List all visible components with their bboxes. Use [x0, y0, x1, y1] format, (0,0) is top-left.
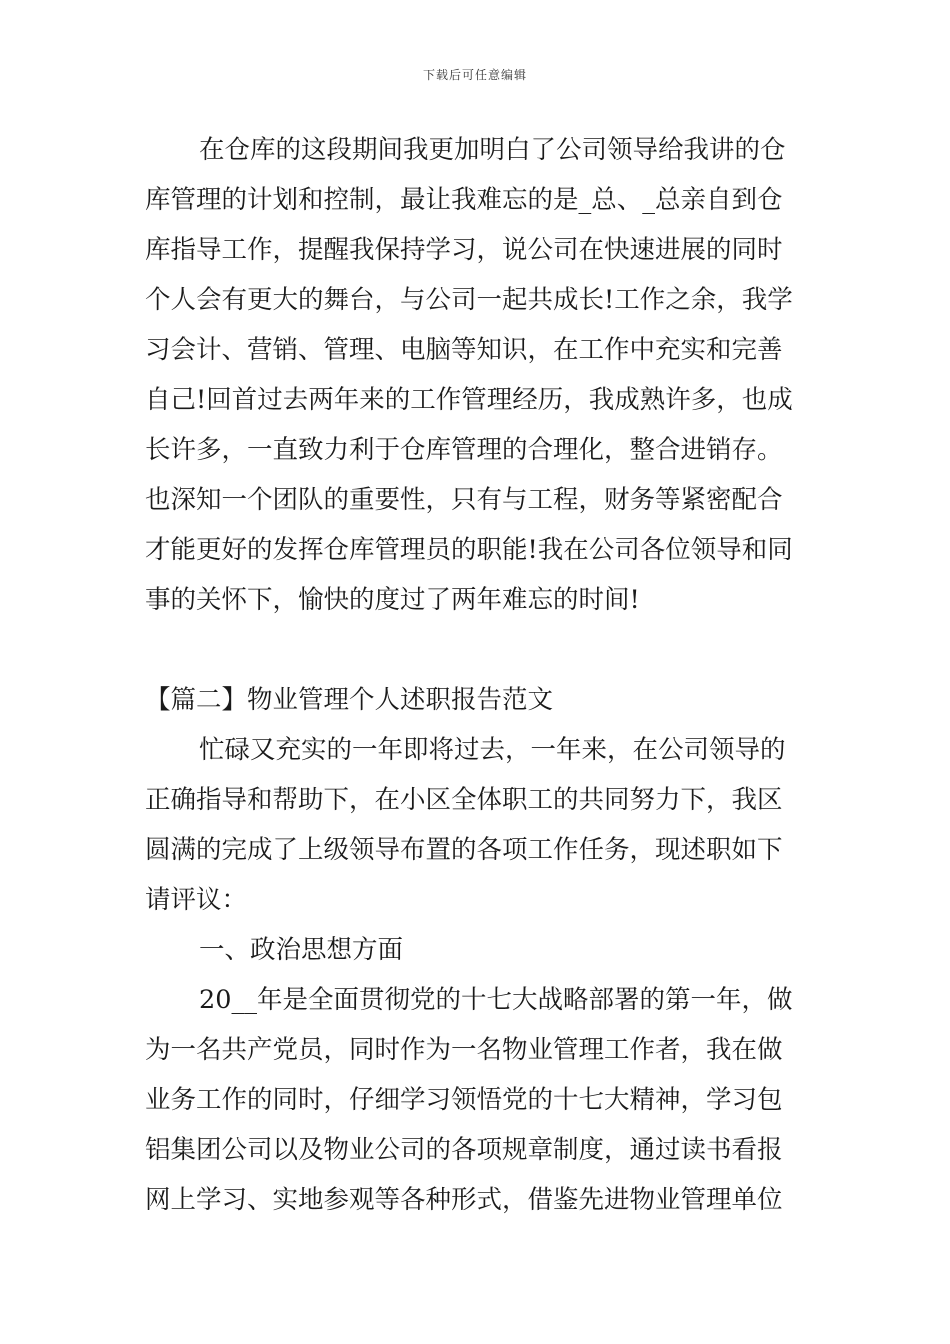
text-line: 圆满的完成了上级领导布置的各项工作任务，现述职如下: [145, 835, 783, 865]
text-line: 库管理的计划和控制，最让我难忘的是_总、_总亲自到仓: [145, 185, 783, 215]
text-line: 正确指导和帮助下，在小区全体职工的共同努力下，我区: [145, 785, 783, 815]
text-line: 一、政治思想方面: [199, 935, 404, 965]
text-line: 20__年是全面贯彻党的十七大战略部署的第一年，做: [199, 985, 793, 1015]
text-line: 事的关怀下，愉快的度过了两年难忘的时间!: [145, 585, 640, 615]
paragraph-gap: [145, 625, 815, 675]
text-line: 在仓库的这段期间我更加明白了公司领导给我讲的仓: [199, 135, 786, 165]
text-line: 忙碌又充实的一年即将过去，一年来，在公司领导的: [199, 735, 786, 765]
text-line: 也深知一个团队的重要性，只有与工程，财务等紧密配合: [145, 485, 783, 515]
text-line: 自己!回首过去两年来的工作管理经历，我成熟许多，也成: [145, 385, 793, 415]
page-header: 下载后可任意编辑: [422, 68, 527, 82]
text-line: 个人会有更大的舞台，与公司一起共成长!工作之余，我学: [145, 285, 793, 315]
document-body: [145, 125, 815, 1225]
text-line: 为一名共产党员，同时作为一名物业管理工作者，我在做: [145, 1035, 783, 1065]
text-line: 长许多，一直致力利于仓库管理的合理化，整合进销存。: [145, 435, 783, 465]
text-line: 网上学习、实地参观等各种形式，借鉴先进物业管理单位: [145, 1185, 783, 1215]
text-line: 业务工作的同时，仔细学习领悟党的十七大精神，学习包: [145, 1085, 783, 1115]
text-line: 习会计、营销、管理、电脑等知识，在工作中充实和完善: [145, 335, 783, 365]
section-title: 【篇二】物业管理个人述职报告范文: [145, 685, 554, 715]
text-line: 才能更好的发挥仓库管理员的职能!我在公司各位领导和同: [145, 535, 793, 565]
text-line: 请评议：: [145, 885, 248, 915]
text-line: 铝集团公司以及物业公司的各项规章制度，通过读书看报: [145, 1135, 783, 1165]
text-line: 库指导工作，提醒我保持学习，说公司在快速进展的同时: [145, 235, 783, 265]
